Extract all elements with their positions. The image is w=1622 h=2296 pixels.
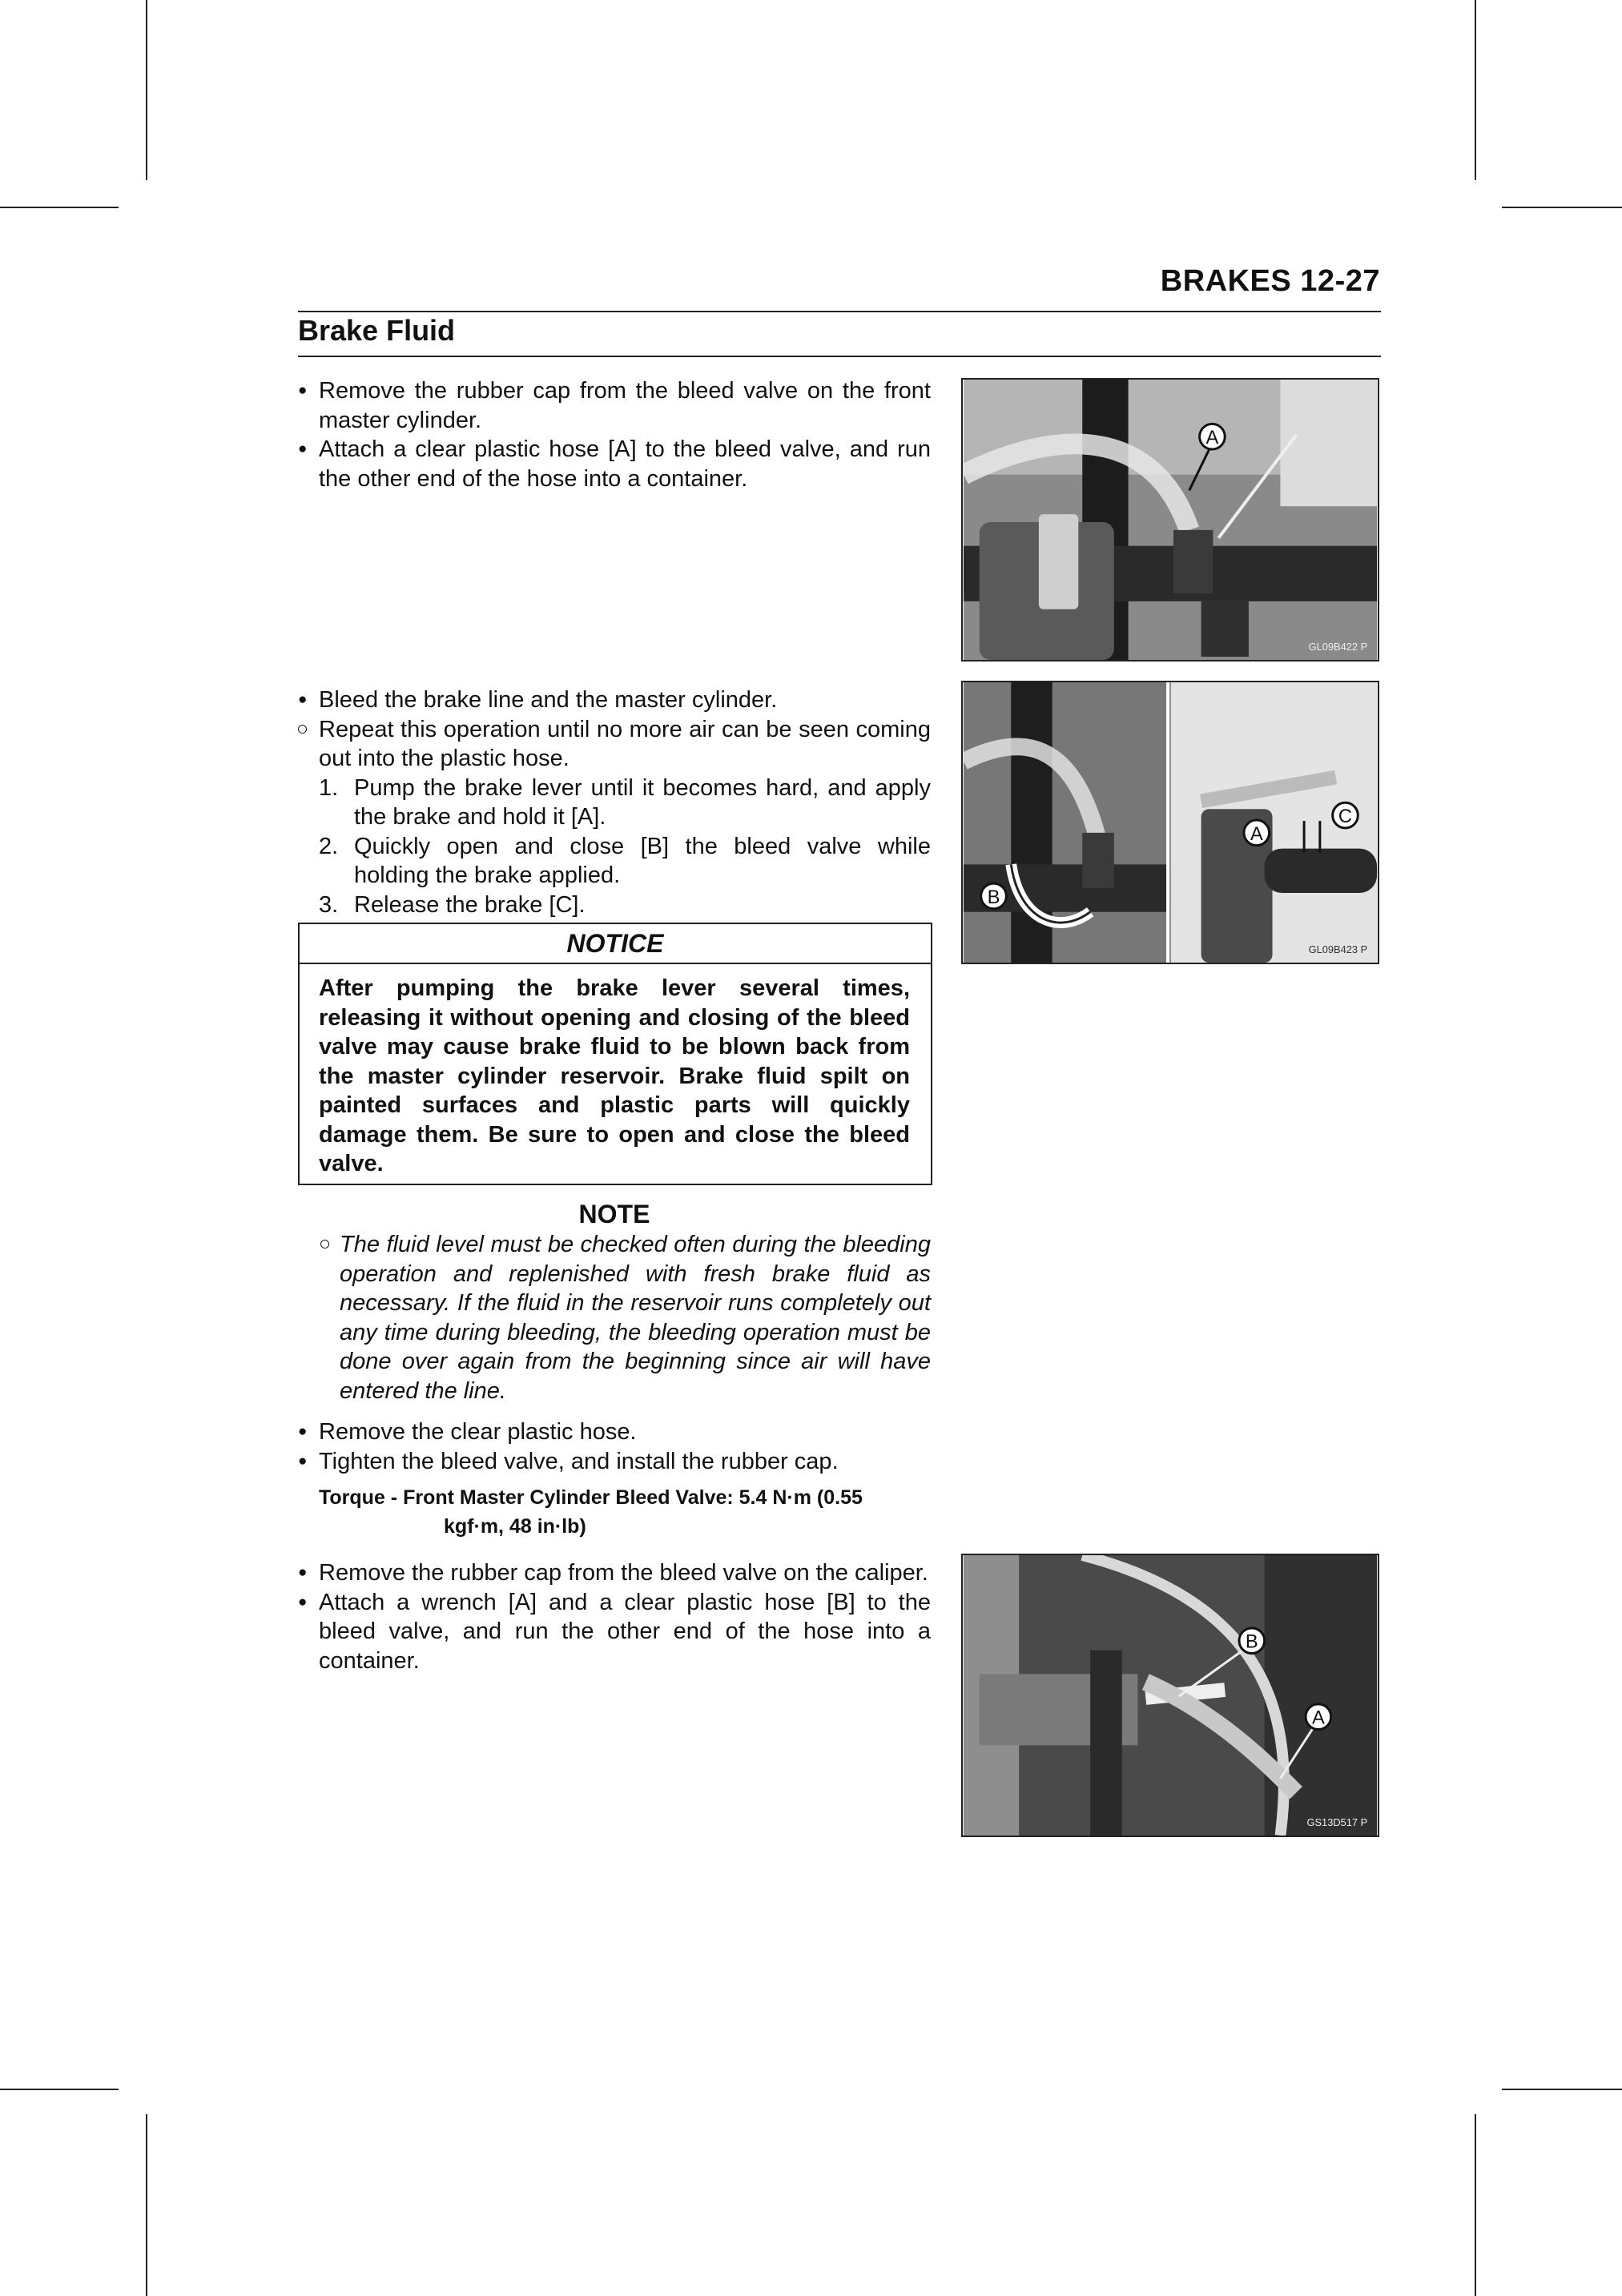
photo-illustration bbox=[963, 1555, 1378, 1836]
notice-text: After pumping the brake lever several times, releasing it without opening and closing of the bleed valve may cause brake fluid to be blown back from the master cylinder reservoir. Brake fluid spilt on painted surfaces and plastic parts will quickly damage them. Be sure to open and close the bleed valve. bbox=[319, 975, 910, 1176]
bullet-item: ● Remove the rubber cap from the bleed valve on the front master cylinder. bbox=[298, 376, 931, 435]
section-title: Brake Fluid bbox=[298, 314, 456, 347]
section-rule bbox=[298, 356, 1381, 357]
photo-illustration bbox=[963, 682, 1378, 963]
callout-label: B bbox=[987, 887, 1000, 908]
bullet-item: ● Tighten the bleed valve, and install the rubber cap. bbox=[298, 1447, 931, 1477]
note-title: NOTE bbox=[578, 1200, 650, 1228]
step-item bbox=[298, 832, 931, 891]
instruction-block-4 bbox=[298, 1558, 931, 1675]
bullet-item: ● Remove the clear plastic hose. bbox=[298, 1417, 931, 1447]
crop-mark bbox=[1502, 207, 1622, 208]
figure-code: GL09B423 P bbox=[1308, 943, 1368, 956]
figure-code: GL09B422 P bbox=[1308, 641, 1368, 653]
header-rule bbox=[298, 311, 1381, 312]
page-header-title: BRAKES 12-27 bbox=[1160, 264, 1380, 298]
torque-line: kgf·m, 48 in·lb) bbox=[444, 1515, 586, 1538]
crop-mark bbox=[1502, 2089, 1622, 2090]
step-item bbox=[298, 891, 931, 920]
bullet-item: ● Attach a wrench [A] and a clear plastic hose [B] to the bleed valve, and run the other end of the hose into a container. bbox=[298, 1588, 931, 1676]
callout-label: A bbox=[1311, 1707, 1325, 1729]
bullet-item: ● Attach a clear plastic hose [A] to the bleed valve, and run the other end of the hose into a container. bbox=[298, 435, 931, 493]
crop-mark bbox=[1475, 2114, 1476, 2296]
step-text: Pump the brake lever until it becomes hard, and apply the brake and hold it [A]. bbox=[354, 774, 931, 830]
callout-label: A bbox=[1250, 823, 1263, 845]
crop-mark bbox=[0, 2089, 119, 2090]
instruction-block-1 bbox=[298, 376, 931, 493]
notice-title: NOTICE bbox=[300, 924, 931, 964]
callout-label: B bbox=[1245, 1631, 1258, 1653]
bullet-item: ● Bleed the brake line and the master cylinder. bbox=[298, 686, 931, 715]
step-text: Quickly open and close [B] the bleed valve while holding the brake applied. bbox=[354, 833, 931, 888]
step-text: Release the brake [C]. bbox=[354, 891, 586, 918]
step-item bbox=[298, 774, 931, 832]
crop-mark bbox=[146, 2114, 147, 2296]
callout-label: C bbox=[1338, 806, 1353, 827]
photo-illustration bbox=[963, 380, 1378, 660]
step-number: 2. bbox=[319, 833, 339, 859]
callout-label: A bbox=[1205, 428, 1219, 449]
instruction-block-2 bbox=[298, 686, 931, 919]
note-text: ○ The fluid level must be checked often during the bleeding operation and replenished with fresh brake fluid as necessary. If the fluid in the reservoir runs completely out any time during bleeding, the bleeding operation must be done over again from the beginning since air will have entered the line. bbox=[319, 1230, 931, 1405]
figure-code: GS13D517 P bbox=[1306, 1816, 1368, 1829]
instruction-block-3 bbox=[298, 1417, 931, 1476]
figure-brake-lever-bleeding bbox=[961, 681, 1379, 964]
crop-mark bbox=[0, 207, 119, 208]
figure-caliper-wrench-hose bbox=[961, 1554, 1379, 1837]
torque-line: Torque - Front Master Cylinder Bleed Valve: 5.4 N·m (0.55 bbox=[319, 1486, 863, 1509]
step-number: 1. bbox=[319, 774, 339, 801]
notice-box bbox=[298, 923, 932, 1185]
crop-mark bbox=[1475, 0, 1476, 180]
crop-mark bbox=[146, 0, 147, 180]
figure-master-cylinder-hose bbox=[961, 378, 1379, 661]
sub-bullet-item: ○ Repeat this operation until no more air can be seen coming out into the plastic hose. bbox=[298, 715, 931, 774]
bullet-item: ● Remove the rubber cap from the bleed valve on the caliper. bbox=[298, 1558, 931, 1588]
step-number: 3. bbox=[319, 891, 339, 918]
torque-spec bbox=[319, 1483, 931, 1541]
